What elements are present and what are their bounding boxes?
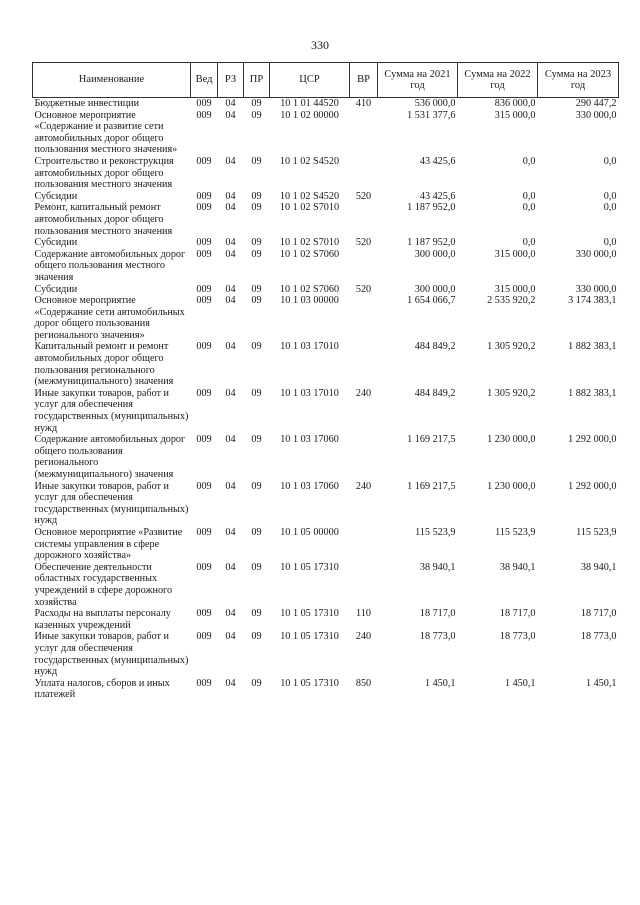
table-body [33, 98, 619, 701]
cell-rz: 04 [225, 561, 236, 573]
cell-sum-2023: 290 447,2 [575, 98, 617, 109]
cell-name: Иные закупки товаров, работ и услуг для обеспечения государственных (муниципальных) нужд [34, 631, 189, 678]
cell-sum-2022: 115 523,9 [495, 526, 536, 538]
cell-ved: 009 [196, 248, 212, 260]
cell-ved: 009 [196, 283, 212, 295]
table-row [33, 202, 619, 237]
cell-name: Содержание автомобильных дорог общего пользования регионального (межмуниципального) значения [34, 434, 186, 480]
cell-sum-2021: 18 773,0 [419, 631, 456, 643]
cell-sum-2022: 38 940,1 [499, 561, 536, 573]
cell-sum-2021: 115 523,9 [415, 526, 456, 538]
cell-sum-2022: 1 305 920,2 [487, 387, 536, 399]
cell-vr [350, 341, 378, 387]
table-row [33, 110, 619, 156]
cell-rz: 04 [225, 387, 236, 399]
cell-vr [350, 562, 378, 608]
cell-name: Строительство и реконструкция автомобильных дорог общего пользования местного значения [34, 155, 174, 191]
cell-sum-2021: 1 169 217,5 [407, 434, 456, 446]
cell-csr: 10 1 03 17010 [280, 341, 339, 353]
cell-ved: 009 [196, 677, 212, 689]
table-row [33, 434, 619, 480]
cell-sum-2021: 43 425,6 [419, 190, 456, 202]
cell-ved: 009 [196, 237, 212, 249]
cell-vr [350, 434, 378, 480]
cell-vr: 520 [355, 237, 372, 249]
header-sum-2021: Сумма на 2021 год [378, 63, 458, 98]
cell-sum-2021: 43 425,6 [419, 155, 456, 167]
cell-name: Субсидии [34, 190, 78, 202]
cell-rz: 04 [225, 295, 236, 307]
cell-sum-2023: 0,0 [603, 190, 617, 202]
cell-pr: 09 [251, 434, 262, 446]
cell-vr: 240 [355, 480, 372, 492]
cell-sum-2021: 1 450,1 [424, 677, 456, 689]
cell-sum-2022: 0,0 [522, 155, 536, 167]
table-row [33, 678, 619, 701]
cell-vr: 520 [355, 283, 372, 295]
cell-sum-2022: 2 535 920,2 [487, 295, 536, 307]
cell-rz: 04 [225, 631, 236, 643]
cell-sum-2022: 1 305 920,2 [487, 341, 536, 353]
cell-sum-2023: 0,0 [603, 237, 617, 249]
cell-csr: 10 1 02 S7010 [279, 202, 340, 214]
cell-vr: 410 [355, 98, 372, 109]
cell-sum-2021: 300 000,0 [414, 283, 456, 295]
cell-csr: 10 1 05 00000 [280, 526, 339, 538]
cell-sum-2022: 0,0 [522, 190, 536, 202]
header-sum-2022: Сумма на 2022 год [458, 63, 538, 98]
cell-sum-2022: 315 000,0 [494, 283, 536, 295]
cell-sum-2023: 330 000,0 [575, 109, 617, 121]
cell-pr: 09 [251, 190, 262, 202]
cell-sum-2023: 1 450,1 [585, 677, 617, 689]
cell-sum-2023: 38 940,1 [580, 561, 617, 573]
cell-rz: 04 [225, 480, 236, 492]
cell-name: Капитальный ремонт и ремонт автомобильных дорог общего пользования регионального (межмуниципального) значения [34, 341, 174, 388]
cell-vr [350, 156, 378, 191]
cell-pr: 09 [251, 155, 262, 167]
cell-csr: 10 1 02 00000 [280, 109, 339, 121]
cell-csr: 10 1 05 17310 [280, 677, 339, 689]
header-rz: РЗ [218, 63, 244, 98]
cell-name: Содержание автомобильных дорог общего пользования местного значения [34, 248, 186, 283]
cell-name: Субсидии [34, 283, 78, 295]
cell-csr: 10 1 03 00000 [280, 295, 339, 307]
cell-csr: 10 1 02 S7060 [279, 248, 340, 260]
cell-sum-2023: 1 882 383,1 [568, 341, 617, 353]
table-row [33, 191, 619, 203]
cell-name: Расходы на выплаты персоналу казенных учреждений [34, 608, 171, 631]
header-sum-2023: Сумма на 2023 год [538, 63, 619, 98]
cell-sum-2022: 1 450,1 [504, 677, 536, 689]
cell-rz: 04 [225, 202, 236, 214]
cell-pr: 09 [251, 283, 262, 295]
cell-sum-2022: 18 717,0 [499, 608, 536, 620]
header-ved: Вед [191, 63, 218, 98]
cell-sum-2021: 1 654 066,7 [407, 295, 456, 307]
cell-sum-2022: 18 773,0 [499, 631, 536, 643]
cell-pr: 09 [251, 387, 262, 399]
cell-rz: 04 [225, 434, 236, 446]
cell-rz: 04 [225, 190, 236, 202]
header-vr: ВР [350, 63, 378, 98]
cell-csr: 10 1 02 S4520 [279, 190, 340, 202]
cell-sum-2021: 1 531 377,6 [407, 109, 456, 121]
table-row [33, 98, 619, 110]
cell-sum-2023: 0,0 [603, 202, 617, 214]
table-row [33, 527, 619, 562]
cell-rz: 04 [225, 677, 236, 689]
table-row [33, 156, 619, 191]
cell-csr: 10 1 05 17310 [280, 631, 339, 643]
cell-ved: 009 [196, 631, 212, 643]
cell-sum-2023: 0,0 [603, 155, 617, 167]
cell-csr: 10 1 03 17060 [280, 480, 339, 492]
cell-rz: 04 [225, 341, 236, 353]
budget-table [32, 62, 619, 701]
cell-sum-2022: 315 000,0 [494, 248, 536, 260]
cell-pr: 09 [251, 480, 262, 492]
cell-vr [350, 202, 378, 237]
cell-pr: 09 [251, 248, 262, 260]
cell-rz: 04 [225, 155, 236, 167]
cell-sum-2023: 330 000,0 [575, 283, 617, 295]
cell-pr: 09 [251, 341, 262, 353]
cell-ved: 009 [196, 341, 212, 353]
cell-sum-2021: 1 169 217,5 [407, 480, 456, 492]
cell-sum-2021: 1 187 952,0 [407, 202, 456, 214]
cell-rz: 04 [225, 248, 236, 260]
table-header [33, 63, 619, 98]
cell-sum-2023: 1 292 000,0 [568, 480, 617, 492]
cell-name: Бюджетные инвестиции [34, 98, 140, 109]
cell-sum-2022: 1 230 000,0 [487, 480, 536, 492]
cell-name: Основное мероприятие «Содержание и развитие сети автомобильных дорог общего пользования местного значения» [34, 109, 178, 156]
header-name: Наименование [33, 63, 191, 98]
cell-sum-2021: 484 849,2 [414, 341, 456, 353]
cell-name: Субсидии [34, 237, 78, 249]
cell-pr: 09 [251, 295, 262, 307]
cell-sum-2022: 836 000,0 [494, 98, 536, 109]
cell-sum-2021: 536 000,0 [414, 98, 456, 109]
cell-name: Обеспечение деятельности областных государственных учреждений в сфере дорожного хозяйства [34, 561, 173, 608]
cell-sum-2021: 300 000,0 [414, 248, 456, 260]
cell-sum-2023: 18 717,0 [580, 608, 617, 620]
table-row [33, 562, 619, 608]
cell-name: Основное мероприятие «Развитие системы управления в сфере дорожного хозяйства» [34, 526, 183, 562]
cell-sum-2021: 1 187 952,0 [407, 237, 456, 249]
cell-csr: 10 1 05 17310 [280, 561, 339, 573]
cell-vr: 240 [355, 387, 372, 399]
cell-vr [350, 249, 378, 284]
cell-pr: 09 [251, 237, 262, 249]
table-row [33, 295, 619, 341]
cell-sum-2023: 3 174 383,1 [568, 295, 617, 307]
cell-csr: 10 1 01 44520 [280, 98, 339, 109]
cell-vr: 240 [355, 631, 372, 643]
cell-csr: 10 1 03 17060 [280, 434, 339, 446]
table-row [33, 481, 619, 527]
cell-sum-2022: 0,0 [522, 202, 536, 214]
cell-ved: 009 [196, 480, 212, 492]
table-row [33, 341, 619, 387]
cell-ved: 009 [196, 295, 212, 307]
cell-rz: 04 [225, 608, 236, 620]
cell-vr: 520 [355, 190, 372, 202]
cell-vr [350, 110, 378, 156]
cell-name: Иные закупки товаров, работ и услуг для обеспечения государственных (муниципальных) нужд [34, 387, 189, 434]
cell-rz: 04 [225, 237, 236, 249]
cell-pr: 09 [251, 561, 262, 573]
cell-sum-2022: 1 230 000,0 [487, 434, 536, 446]
cell-vr [350, 295, 378, 341]
cell-sum-2023: 1 292 000,0 [568, 434, 617, 446]
cell-name: Иные закупки товаров, работ и услуг для обеспечения государственных (муниципальных) нужд [34, 480, 189, 527]
cell-ved: 009 [196, 526, 212, 538]
header-csr: ЦСР [270, 63, 350, 98]
table-row [33, 284, 619, 296]
cell-name: Ремонт, капитальный ремонт автомобильных дорог общего пользования местного значения [34, 202, 173, 237]
page-number: 330 [311, 38, 329, 52]
cell-pr: 09 [251, 109, 262, 121]
cell-name: Уплата налогов, сборов и иных платежей [34, 677, 170, 701]
cell-csr: 10 1 02 S4520 [279, 155, 340, 167]
cell-csr: 10 1 02 S7010 [279, 237, 340, 249]
header-pr: ПР [244, 63, 270, 98]
cell-pr: 09 [251, 608, 262, 620]
cell-ved: 009 [196, 202, 212, 214]
cell-sum-2023: 1 882 383,1 [568, 387, 617, 399]
cell-pr: 09 [251, 526, 262, 538]
cell-sum-2022: 0,0 [522, 237, 536, 249]
cell-sum-2021: 18 717,0 [419, 608, 456, 620]
cell-sum-2022: 315 000,0 [494, 109, 536, 121]
cell-sum-2023: 330 000,0 [575, 248, 617, 260]
cell-ved: 009 [196, 190, 212, 202]
cell-ved: 009 [196, 109, 212, 121]
cell-pr: 09 [251, 98, 262, 109]
cell-csr: 10 1 03 17010 [280, 387, 339, 399]
cell-rz: 04 [225, 283, 236, 295]
cell-pr: 09 [251, 202, 262, 214]
cell-sum-2021: 38 940,1 [419, 561, 456, 573]
cell-vr [350, 527, 378, 562]
cell-ved: 009 [196, 561, 212, 573]
table-row [33, 388, 619, 434]
cell-csr: 10 1 02 S7060 [279, 283, 340, 295]
table-row [33, 608, 619, 631]
cell-vr: 110 [356, 608, 371, 620]
cell-pr: 09 [251, 631, 262, 643]
cell-ved: 009 [196, 434, 212, 446]
cell-sum-2023: 115 523,9 [576, 526, 617, 538]
cell-ved: 009 [196, 387, 212, 399]
cell-vr: 850 [355, 677, 372, 689]
cell-rz: 04 [225, 98, 236, 109]
cell-rz: 04 [225, 109, 236, 121]
cell-pr: 09 [251, 677, 262, 689]
table-row [33, 631, 619, 677]
cell-csr: 10 1 05 17310 [280, 608, 339, 620]
cell-rz: 04 [225, 526, 236, 538]
cell-ved: 009 [196, 98, 212, 109]
cell-sum-2021: 484 849,2 [414, 387, 456, 399]
cell-sum-2023: 18 773,0 [580, 631, 617, 643]
cell-ved: 009 [196, 155, 212, 167]
table-row [33, 237, 619, 249]
cell-name: Основное мероприятие «Содержание сети автомобильных дорог общего пользования регионального значения» [34, 295, 185, 341]
cell-ved: 009 [196, 608, 212, 620]
table-row [33, 249, 619, 284]
